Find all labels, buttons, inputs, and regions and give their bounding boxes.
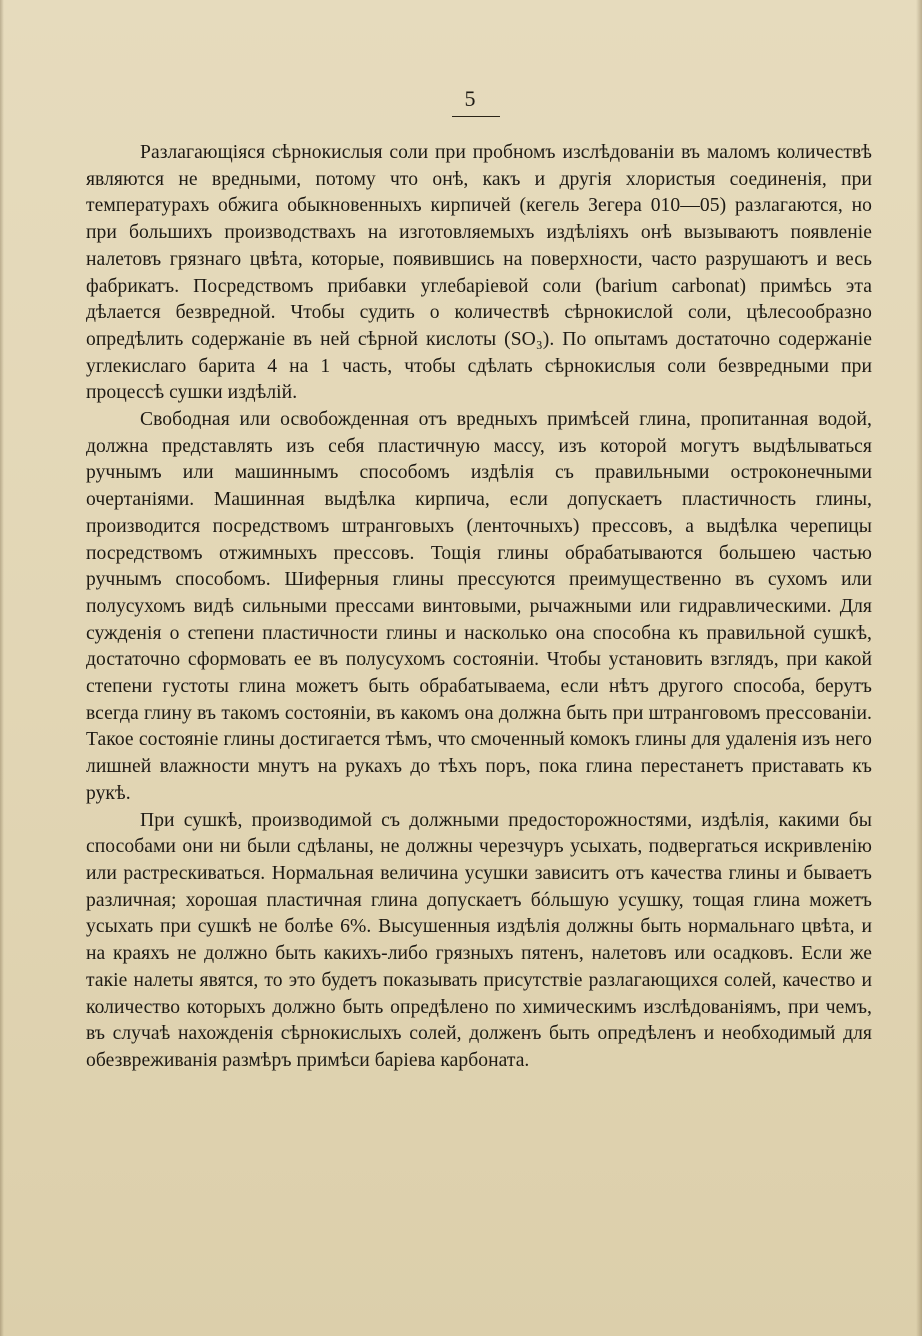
page-number: 5 [464, 86, 476, 111]
paragraph-1: Разлагающіяся сѣрнокислыя соли при пробномъ изслѣдованіи въ маломъ количествѣ являются не вредными, потому что онѣ, какъ и другія хлористыя соединенія, при температурахъ обжига обыкновенныхъ кирпичей (кегель Зегера 010—05) разлагаются, но при большихъ производствахъ на изготовляемыхъ издѣліяхъ онѣ вызываютъ появленіе налетовъ грязнаго цвѣта, которые, появившись на поверхности, часто разрушаютъ и весь фабрикатъ. Посредствомъ прибавки углебаріевой соли (barium carbonat) примѣсь эта дѣлается безвредной. Чтобы судить о количествѣ сѣрнокислой соли, цѣлесообразно опредѣлить содержаніе въ ней сѣрной кислоты (SO₃). По опытамъ достаточно содержаніе углекислаго барита 4 на 1 часть, чтобы сдѣлать сѣрнокислыя соли безвредными при процессѣ сушки издѣлій. [86, 142, 872, 404]
body-text [86, 140, 872, 1075]
page-number-underline [452, 116, 500, 117]
page-right-edge-shadow [916, 0, 922, 1336]
paragraph-3: При сушкѣ, производимой съ должными предосторожностями, издѣлія, какими бы способами они ни были сдѣланы, не должны черезчуръ усыхать, подвергаться искривленію или растрескиваться. Нормальная величина усушки зависитъ отъ качества глины и бываетъ различная; хорошая пластичная глина допускаетъ бóльшую усушку, тощая глина можетъ усыхать при сушкѣ не болѣе 6%. Высушенныя издѣлія должны быть нормальнаго цвѣта, и на краяхъ не должно быть какихъ-либо грязныхъ пятенъ, налетовъ или осадковъ. Если же такіе налеты явятся, то это будетъ показывать присутствіе разлагающихся солей, качество и количество которыхъ должно быть опредѣлено по химическимъ изслѣдованіямъ, при чемъ, въ случаѣ нахожденія сѣрнокислыхъ солей, долженъ быть опредѣленъ и необходимый для обезвреживанія размѣръ примѣси баріева карбоната. [86, 809, 872, 1071]
page-left-edge-shadow [0, 0, 4, 1336]
paragraph-2: Свободная или освобожденная отъ вредныхъ примѣсей глина, пропитанная водой, должна представлять изъ себя пластичную массу, изъ которой могутъ выдѣлываться ручнымъ или машиннымъ способомъ издѣлія съ правильными остроконечными очертаніями. Машинная выдѣлка кирпича, если допускаетъ пластичность глины, производится посредствомъ штранговыхъ (ленточныхъ) прессовъ, а выдѣлка черепицы посредствомъ отжимныхъ прессовъ. Тощія глины обрабатываются большею частью ручнымъ способомъ. Шиферныя глины прессуются преимущественно въ сухомъ или полусухомъ видѣ сильными прессами винтовыми, рычажными или гидравлическими. Для сужденія о степени пластичности глины и насколько она способна къ правильной сушкѣ, достаточно сформовать ее въ полусухомъ состояніи. Чтобы установить взглядъ, при какой степени густоты глина можетъ быть обрабатываема, если нѣтъ другого способа, берутъ всегда глину въ такомъ состояніи, въ какомъ она должна быть при штранговомъ прессованіи. Такое состояніе глины достигается тѣмъ, что смоченный комокъ глины для удаленія изъ него лишней влажности мнутъ на рукахъ до тѣхъ поръ, пока глина перестанетъ приставать къ рукѣ. [86, 409, 872, 804]
